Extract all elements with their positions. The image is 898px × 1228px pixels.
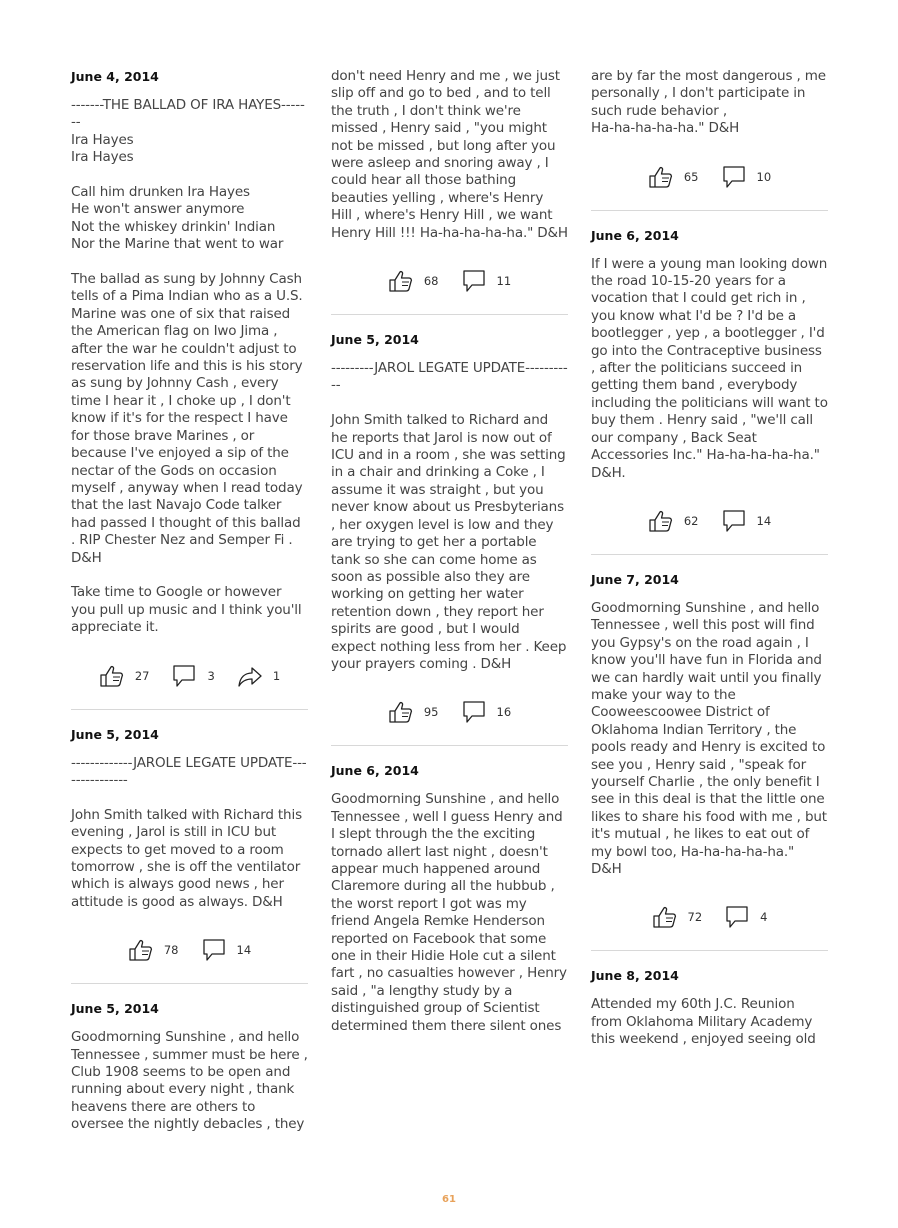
comment-icon: [461, 269, 487, 293]
comment-button[interactable]: [721, 165, 772, 189]
comment-count: 4: [760, 910, 768, 925]
post-date: June 5, 2014: [331, 332, 419, 348]
post-text: are by far the most dangerous , me personally , I don't participate in such rude behavior , Ha-ha-ha-ha-ha." D&H: [591, 68, 826, 137]
divider: [591, 554, 828, 555]
divider: [71, 709, 308, 710]
comment-button[interactable]: [201, 938, 252, 962]
post-date: June 6, 2014: [331, 763, 419, 779]
thumbs-up-icon: [99, 664, 125, 688]
like-count: 65: [683, 169, 699, 184]
comment-button[interactable]: [461, 269, 512, 293]
post-actions: [591, 162, 828, 192]
post-text: Take time to Google or however you pull up music and I think you'll appreciate it.: [71, 584, 302, 636]
like-button[interactable]: [388, 269, 461, 293]
comment-icon: [171, 664, 197, 688]
post-text: Goodmorning Sunshine , and hello Tennessee , well this post will find you Gypsy's on the road again , I know you'll have fun in Florida and we can hardly wait until you finally make your way to the Cooweescoowee District of Oklahoma Indian Territory , the pools ready and Henry is excited to see you , Henry said , "speak for yourself Charlie , the only benefit I see in this deal is that the little one likes to share his food with me , but it's mutual , he likes to eat out of my bowl too, Ha-ha-ha-ha-ha." D&H: [591, 599, 827, 877]
like-button[interactable]: [99, 664, 172, 688]
thumbs-up-icon: [648, 165, 674, 189]
like-count: 78: [163, 943, 179, 958]
post-date: June 5, 2014: [71, 726, 159, 742]
post: [331, 331, 568, 746]
like-button[interactable]: [128, 938, 201, 962]
thumbs-up-icon: [388, 269, 414, 293]
like-count: 27: [134, 668, 150, 683]
post: [591, 227, 828, 555]
post-text: Goodmorning Sunshine , and hello Tennessee , well I guess Henry and I slept through the the exciting tornado allert last night , doesn't appear much happened around Claremore during all the hubbub , the worst report I got was my friend Angela Remke Henderson reported on Facebook that some one in their Hidie Hole cut a silent fart , no casualties however , Henry said , "a lengthy study by a distinguished group of Scientist determined them there silent ones: [331, 791, 567, 1034]
comment-icon: [201, 938, 227, 962]
comment-count: 14: [756, 513, 772, 528]
post-text: Call him drunken Ira Hayes He won't answer anymore Not the whiskey drinkin' Indian Nor the Marine that went to war: [71, 184, 284, 253]
post-actions: [331, 266, 568, 296]
comment-icon: [461, 700, 487, 724]
post: [71, 68, 308, 710]
post-actions: [331, 697, 568, 727]
post-text: John Smith talked to Richard and he reports that Jarol is now out of ICU and in a room , she was setting in a chair and drinking a Coke , I assume it was straight , but you never know about us Presbyterians , her oxygen level is low and they are trying to get her a portable tank so she can come home as soon as possible also they are working on getting her water retention down , they report her spirits are good , but I would expect nothing less from her . Keep your prayers coming . D&H: [331, 412, 567, 672]
post-actions: [591, 902, 828, 932]
post: [331, 68, 568, 315]
post-text: Goodmorning Sunshine , and hello Tennessee , summer must be here , Club 1908 seems to be open and running about every night , thank heavens there are others to oversee the nightly debacles , they: [71, 1029, 308, 1133]
divider: [591, 210, 828, 211]
like-button[interactable]: [388, 700, 461, 724]
post-actions: [591, 506, 828, 536]
comment-count: 10: [756, 169, 772, 184]
post-text: The ballad as sung by Johnny Cash tells of a Pima Indian who as a U.S. Marine was one of six that raised the American flag on Iwo Jima , after the war he couldn't adjust to reservation life and this is his story as sung by Johnny Cash , every time I hear it , I choke up , I don't know if it's for the respect I have for those brave Marines , or because I've enjoyed a sip of the nectar of the Gods on occasion myself , anyway when I read today that the last Navajo Code talker had passed I thought of this ballad . RIP Chester Nez and Semper Fi . D&H: [71, 271, 303, 566]
divider: [71, 983, 308, 984]
thumbs-up-icon: [128, 938, 154, 962]
post-date: June 8, 2014: [591, 968, 679, 984]
post-text: If I were a young man looking down the road 10-15-20 years for a vocation that I could get rich in , you know what I'd be ? I'd be a bootlegger , yep , a bootlegger , I'd go into the Contraceptive business , after the politicians succeed in getting them band , everybody including the politicians will want to buy them . Henry said , "we'll call our company , Back Seat Accessories Inc." Ha-ha-ha-ha-ha." D&H.: [591, 255, 828, 481]
column-1: [71, 68, 308, 1134]
post-text: -------THE BALLAD OF IRA HAYES------- Ira Hayes Ira Hayes: [71, 97, 305, 166]
post-actions: [71, 661, 308, 691]
thumbs-up-icon: [648, 509, 674, 533]
thumbs-up-icon: [388, 700, 414, 724]
post-date: June 6, 2014: [591, 227, 679, 243]
comment-count: 14: [236, 943, 252, 958]
like-count: 62: [683, 513, 699, 528]
post-text: -------------JAROLE LEGATE UPDATE---------------: [71, 754, 307, 788]
comment-count: 11: [496, 274, 512, 289]
comment-icon: [724, 905, 750, 929]
post-text: John Smith talked with Richard this evening , Jarol is still in ICU but expects to get moved to a room tomorrow , she is off the ventilator which is always good news , her attitude is good as always. D&H: [71, 806, 302, 910]
comment-button[interactable]: [724, 905, 767, 929]
divider: [331, 745, 568, 746]
post: [591, 571, 828, 952]
column-3: [591, 68, 828, 1049]
share-count: 1: [272, 668, 281, 683]
post-date: June 7, 2014: [591, 571, 679, 587]
share-arrow-icon: [237, 664, 263, 688]
post-date: June 4, 2014: [71, 69, 159, 84]
column-2: [331, 68, 568, 1035]
comment-count: 3: [207, 668, 215, 683]
like-button[interactable]: [652, 905, 725, 929]
post: [71, 726, 308, 985]
post: [591, 68, 828, 211]
post-text: Attended my 60th J.C. Reunion from Oklahoma Military Academy this weekend , enjoyed seeing old: [591, 996, 816, 1048]
comment-icon: [721, 165, 747, 189]
comment-button[interactable]: [461, 700, 512, 724]
like-count: 72: [687, 910, 703, 925]
post-actions: [71, 935, 308, 965]
page-number: 61: [442, 1194, 456, 1205]
post: [591, 967, 828, 1048]
divider: [331, 314, 568, 315]
like-count: 68: [423, 274, 439, 289]
comment-button[interactable]: [171, 664, 236, 688]
post-date: June 5, 2014: [71, 1001, 159, 1017]
post: [71, 1000, 308, 1133]
like-count: 95: [423, 705, 439, 720]
post-text: ---------JAROL LEGATE UPDATE-----------: [331, 360, 568, 394]
like-button[interactable]: [648, 509, 721, 533]
thumbs-up-icon: [652, 905, 678, 929]
divider: [591, 950, 828, 951]
share-button[interactable]: [237, 664, 280, 688]
comment-count: 16: [496, 705, 512, 720]
comment-button[interactable]: [721, 509, 772, 533]
like-button[interactable]: [648, 165, 721, 189]
comment-icon: [721, 509, 747, 533]
post-text: don't need Henry and me , we just slip off and go to bed , and to tell the truth , I don't think we're missed , Henry said , "you might not be missed , but long after you were asleep and snoring away , I could hear all those bathing beauties yelling , where's Henry Hill , where's Henry Hill , we want Henry Hill !!! Ha-ha-ha-ha-ha." D&H: [331, 68, 568, 241]
post: [331, 762, 568, 1035]
